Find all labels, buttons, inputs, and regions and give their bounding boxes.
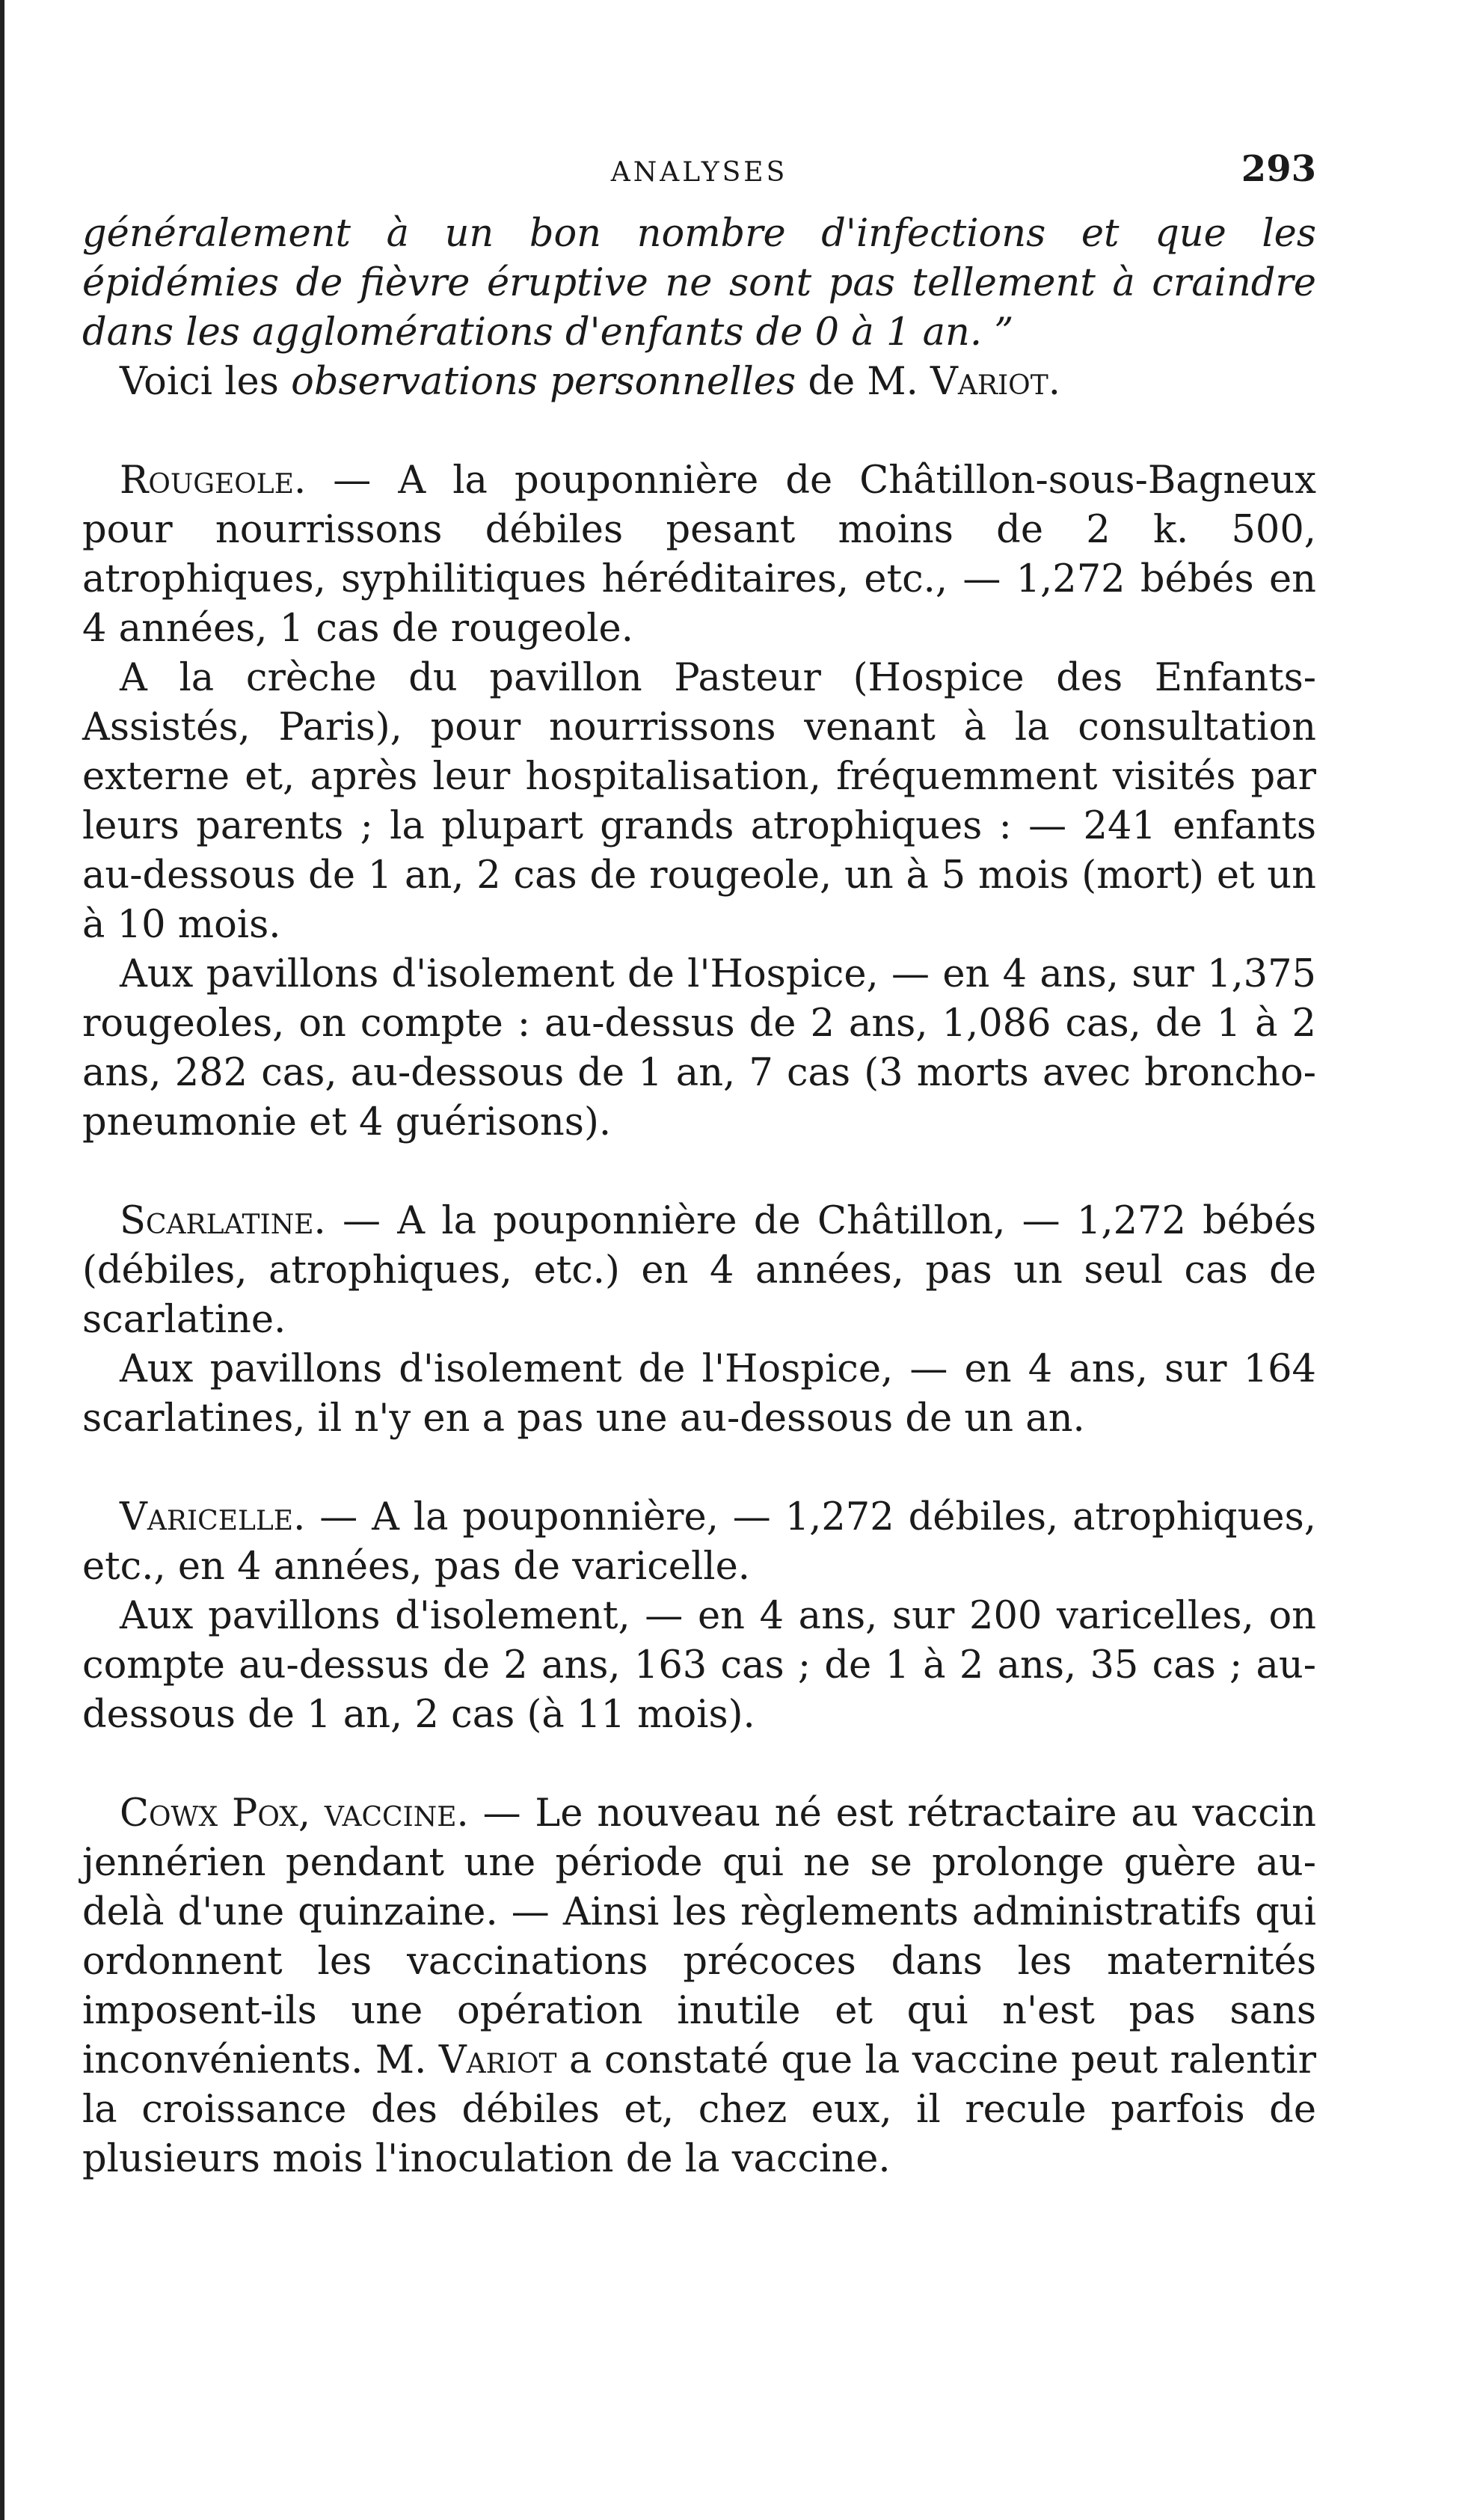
cowpox-text-2: a constaté que la vaccine peut ralentir la croissance des débiles et, chez eux, il recule parfois de plusieurs mois l'inoculation de la vaccine. [82,2038,1316,2181]
rougeole-paragraph-3: Aux pavillons d'isolement de l'Hospice, — en 4 ans, sur 1,375 rougeoles, on compte : au-dessus de 2 ans, 1,086 cas, de 1 à 2 ans, 282 cas, au-dessous de 1 an, 7 cas (3 morts avec broncho-pneumonie et 4 guérisons). [82,952,1316,1144]
page-number: 293 [1241,148,1316,190]
section-cowpox [82,1789,1316,2184]
page-left-edge [0,0,4,2520]
running-head: ANALYSES [610,157,788,188]
scarlatine-paragraph-1 [82,1197,1316,1345]
section-heading-rougeole: Rougeole. [120,459,307,503]
section-rougeole [82,456,1316,1147]
cowpox-text-1: — Le nouveau né est rétractaire au vaccin jennérien pendant une période qui ne se prolonge guère au-delà d'une quinzaine. — Ainsi les règlements administratifs qui ordonnent les vaccinations précoces dans les maternités imposent-ils une opération inutile et qui n'est pas sans inconvénients. M. [82,1791,1316,2082]
varicelle-paragraph-1 [82,1493,1316,1592]
intro-quote: généralement à un bon nombre d'infections et que les épidémies de fièvre éruptive ne sont pas tellement à craindre dans les agglomérations d'enfants de 0 à 1 an. ” [82,212,1316,355]
cowpox-paragraph-1 [82,1789,1316,2184]
intro-lead-italic: observations personnelles [291,360,796,404]
intro-section [82,209,1316,407]
section-scarlatine [82,1197,1316,1444]
page-header [82,142,1316,209]
intro-lead [82,358,1316,407]
intro-lead-text: Voici les [120,360,292,404]
section-heading-varicelle: Varicelle. [120,1495,306,1539]
rougeole-text-1: — A la pouponnière de Châtillon-sous-Bagneux pour nourrissons débiles pesant moins de 2 k. 500, atrophiques, syphilitiques héréditaires, etc., — 1,272 bébés en 4 années, 1 cas de rougeole. [82,459,1316,651]
scarlatine-paragraph-2: Aux pavillons d'isolement de l'Hospice, — en 4 ans, sur 164 scarlatines, il n'y en a pas une au-dessous de un an. [82,1347,1316,1441]
author-name-cowpox: Variot [438,2038,557,2082]
rougeole-paragraph-1 [82,456,1316,654]
section-heading-scarlatine: Scarlatine. [120,1199,326,1243]
book-page [82,142,1316,2184]
section-heading-cowpox: Cowx Pox, vaccine. [120,1791,469,1836]
section-varicelle [82,1493,1316,1740]
rougeole-paragraph-2: A la crèche du pavillon Pasteur (Hospice des Enfants-Assistés, Paris), pour nourrissons venant à la consultation externe et, après leur hospitalisation, fréquemment visités par leurs parents ; la plupart grands atrophiques : — 241 enfants au-dessous de 1 an, 2 cas de rougeole, un à 5 mois (mort) et un à 10 mois. [82,656,1316,947]
intro-lead-mid: de M. [796,360,931,404]
scarlatine-text-1: — A la pouponnière de Châtillon, — 1,272 bébés (débiles, atrophiques, etc.) en 4 années, pas un seul cas de scarlatine. [82,1199,1316,1342]
varicelle-text-1: — A la pouponnière, — 1,272 débiles, atrophiques, etc., en 4 années, pas de varicelle. [82,1495,1316,1589]
author-name: Variot. [930,360,1060,404]
varicelle-paragraph-2: Aux pavillons d'isolement, — en 4 ans, sur 200 varicelles, on compte au-dessus de 2 ans, 163 cas ; de 1 à 2 ans, 35 cas ; au-dessous de 1 an, 2 cas (à 11 mois). [82,1594,1316,1737]
